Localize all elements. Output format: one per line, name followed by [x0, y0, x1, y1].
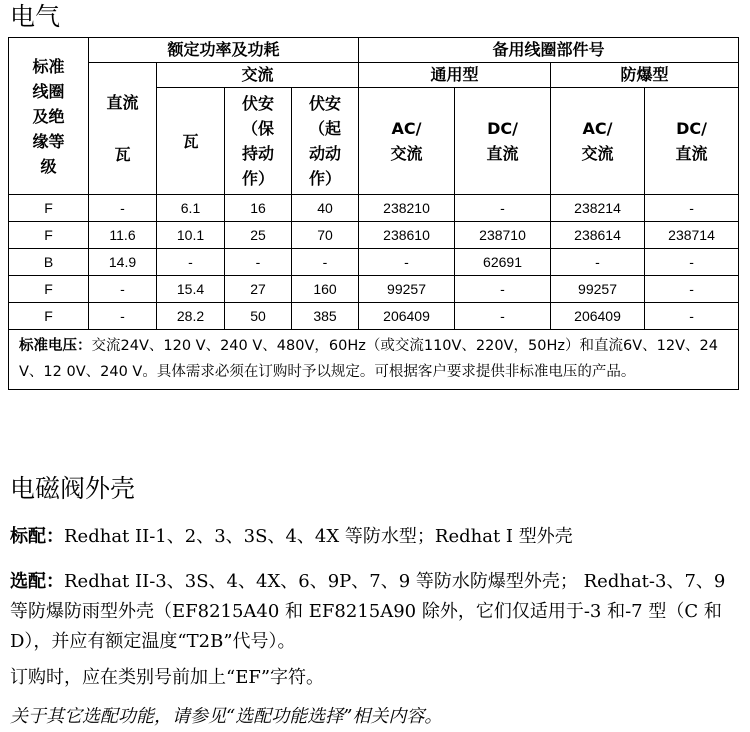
section-title-electrical: 电气: [10, 2, 61, 31]
cell-va-inrush: 70: [292, 222, 359, 249]
note-text: 交流24V、120 V、240 V、480V，60Hz（或交流110V、220V，50Hz）和直流6V、12V、24 V、12 0V、240 V。具体需求必须在订购时予以规定。可根据客户要求提供非标准电压的产品。: [19, 338, 718, 380]
cell-dc-watts: 14.9: [89, 249, 157, 276]
cell-explosion-dc: -: [645, 303, 739, 330]
header-insulation-class: 标准 线圈 及绝 缘等 级: [9, 38, 89, 195]
cell-class: F: [9, 276, 89, 303]
note-label: 标准电压：: [19, 338, 92, 354]
standard-label: 标配：: [10, 526, 64, 547]
cell-explosion-dc: -: [645, 195, 739, 222]
cell-dc-watts: -: [89, 276, 157, 303]
header-spare-coil-part-numbers: 备用线圈部件号: [359, 38, 739, 63]
cell-general-ac: 206409: [359, 303, 455, 330]
cell-explosion-ac: -: [551, 249, 645, 276]
cell-dc-watts: -: [89, 303, 157, 330]
cell-class: B: [9, 249, 89, 276]
optional-text: Redhat II-3、3S、4、4X、6、9P、7、9 等防水防爆型外壳； Redhat-3、7、9 等防爆防雨型外壳（EF8215A40 和 EF8215A90 除外，它们仅适用于-3 和-7 型（C 和 D），并应有额定温度“T2B”代号）。: [10, 571, 726, 652]
header-va-holding: 伏安 （保 持动 作）: [225, 88, 292, 195]
cell-ac-watts: -: [157, 249, 225, 276]
header-rated-power: 额定功率及功耗: [89, 38, 359, 63]
table-row: [9, 276, 739, 303]
cell-general-dc: -: [455, 303, 551, 330]
table-row: [9, 249, 739, 276]
optional-enclosure-paragraph: [10, 567, 740, 657]
optional-label: 选配：: [10, 571, 64, 592]
more-options-note: 关于其它选配功能，请参见“选配功能选择”相关内容。: [10, 706, 443, 727]
header-ac: 交流: [157, 63, 359, 88]
header-explosion-dc: DC/ 直流: [645, 88, 739, 195]
cell-class: F: [9, 195, 89, 222]
cell-va-holding: 27: [225, 276, 292, 303]
cell-explosion-ac: 99257: [551, 276, 645, 303]
cell-dc-watts: -: [89, 195, 157, 222]
cell-ac-watts: 6.1: [157, 195, 225, 222]
cell-va-holding: 25: [225, 222, 292, 249]
cell-class: F: [9, 222, 89, 249]
cell-explosion-ac: 238614: [551, 222, 645, 249]
cell-va-inrush: 385: [292, 303, 359, 330]
header-general-ac: AC/ 交流: [359, 88, 455, 195]
table-row: [9, 195, 739, 222]
cell-dc-watts: 11.6: [89, 222, 157, 249]
header-general-dc: DC/ 直流: [455, 88, 551, 195]
ordering-note: 订购时，应在类别号前加上“EF”字符。: [10, 667, 325, 688]
section-title-enclosure: 电磁阀外壳: [10, 474, 136, 503]
cell-va-inrush: 160: [292, 276, 359, 303]
cell-va-inrush: -: [292, 249, 359, 276]
header-ac-watts: 瓦: [157, 88, 225, 195]
cell-general-ac: 99257: [359, 276, 455, 303]
cell-general-ac: 238610: [359, 222, 455, 249]
cell-va-holding: 16: [225, 195, 292, 222]
header-explosion-proof: 防爆型: [551, 63, 739, 88]
table-row: [9, 303, 739, 330]
cell-general-dc: 62691: [455, 249, 551, 276]
cell-general-dc: -: [455, 195, 551, 222]
cell-general-dc: 238710: [455, 222, 551, 249]
header-va-inrush: 伏安 （起 动动 作）: [292, 88, 359, 195]
cell-va-holding: 50: [225, 303, 292, 330]
cell-va-holding: -: [225, 249, 292, 276]
standard-voltage-note: [9, 330, 739, 390]
cell-ac-watts: 28.2: [157, 303, 225, 330]
cell-explosion-ac: 206409: [551, 303, 645, 330]
cell-va-inrush: 40: [292, 195, 359, 222]
cell-explosion-dc: -: [645, 249, 739, 276]
cell-class: F: [9, 303, 89, 330]
header-general-purpose: 通用型: [359, 63, 551, 88]
cell-explosion-dc: 238714: [645, 222, 739, 249]
electrical-spec-table: [8, 37, 739, 390]
standard-text: Redhat II-1、2、3、3S、4、4X 等防水型；Redhat I 型外壳: [64, 526, 573, 547]
cell-ac-watts: 10.1: [157, 222, 225, 249]
cell-explosion-dc: -: [645, 276, 739, 303]
cell-general-ac: 238210: [359, 195, 455, 222]
cell-general-dc: -: [455, 276, 551, 303]
table-row: [9, 222, 739, 249]
cell-ac-watts: 15.4: [157, 276, 225, 303]
header-dc-watts: 直流 瓦: [89, 63, 157, 195]
header-explosion-ac: AC/ 交流: [551, 88, 645, 195]
standard-enclosure-paragraph: [10, 522, 740, 552]
cell-explosion-ac: 238214: [551, 195, 645, 222]
cell-general-ac: -: [359, 249, 455, 276]
